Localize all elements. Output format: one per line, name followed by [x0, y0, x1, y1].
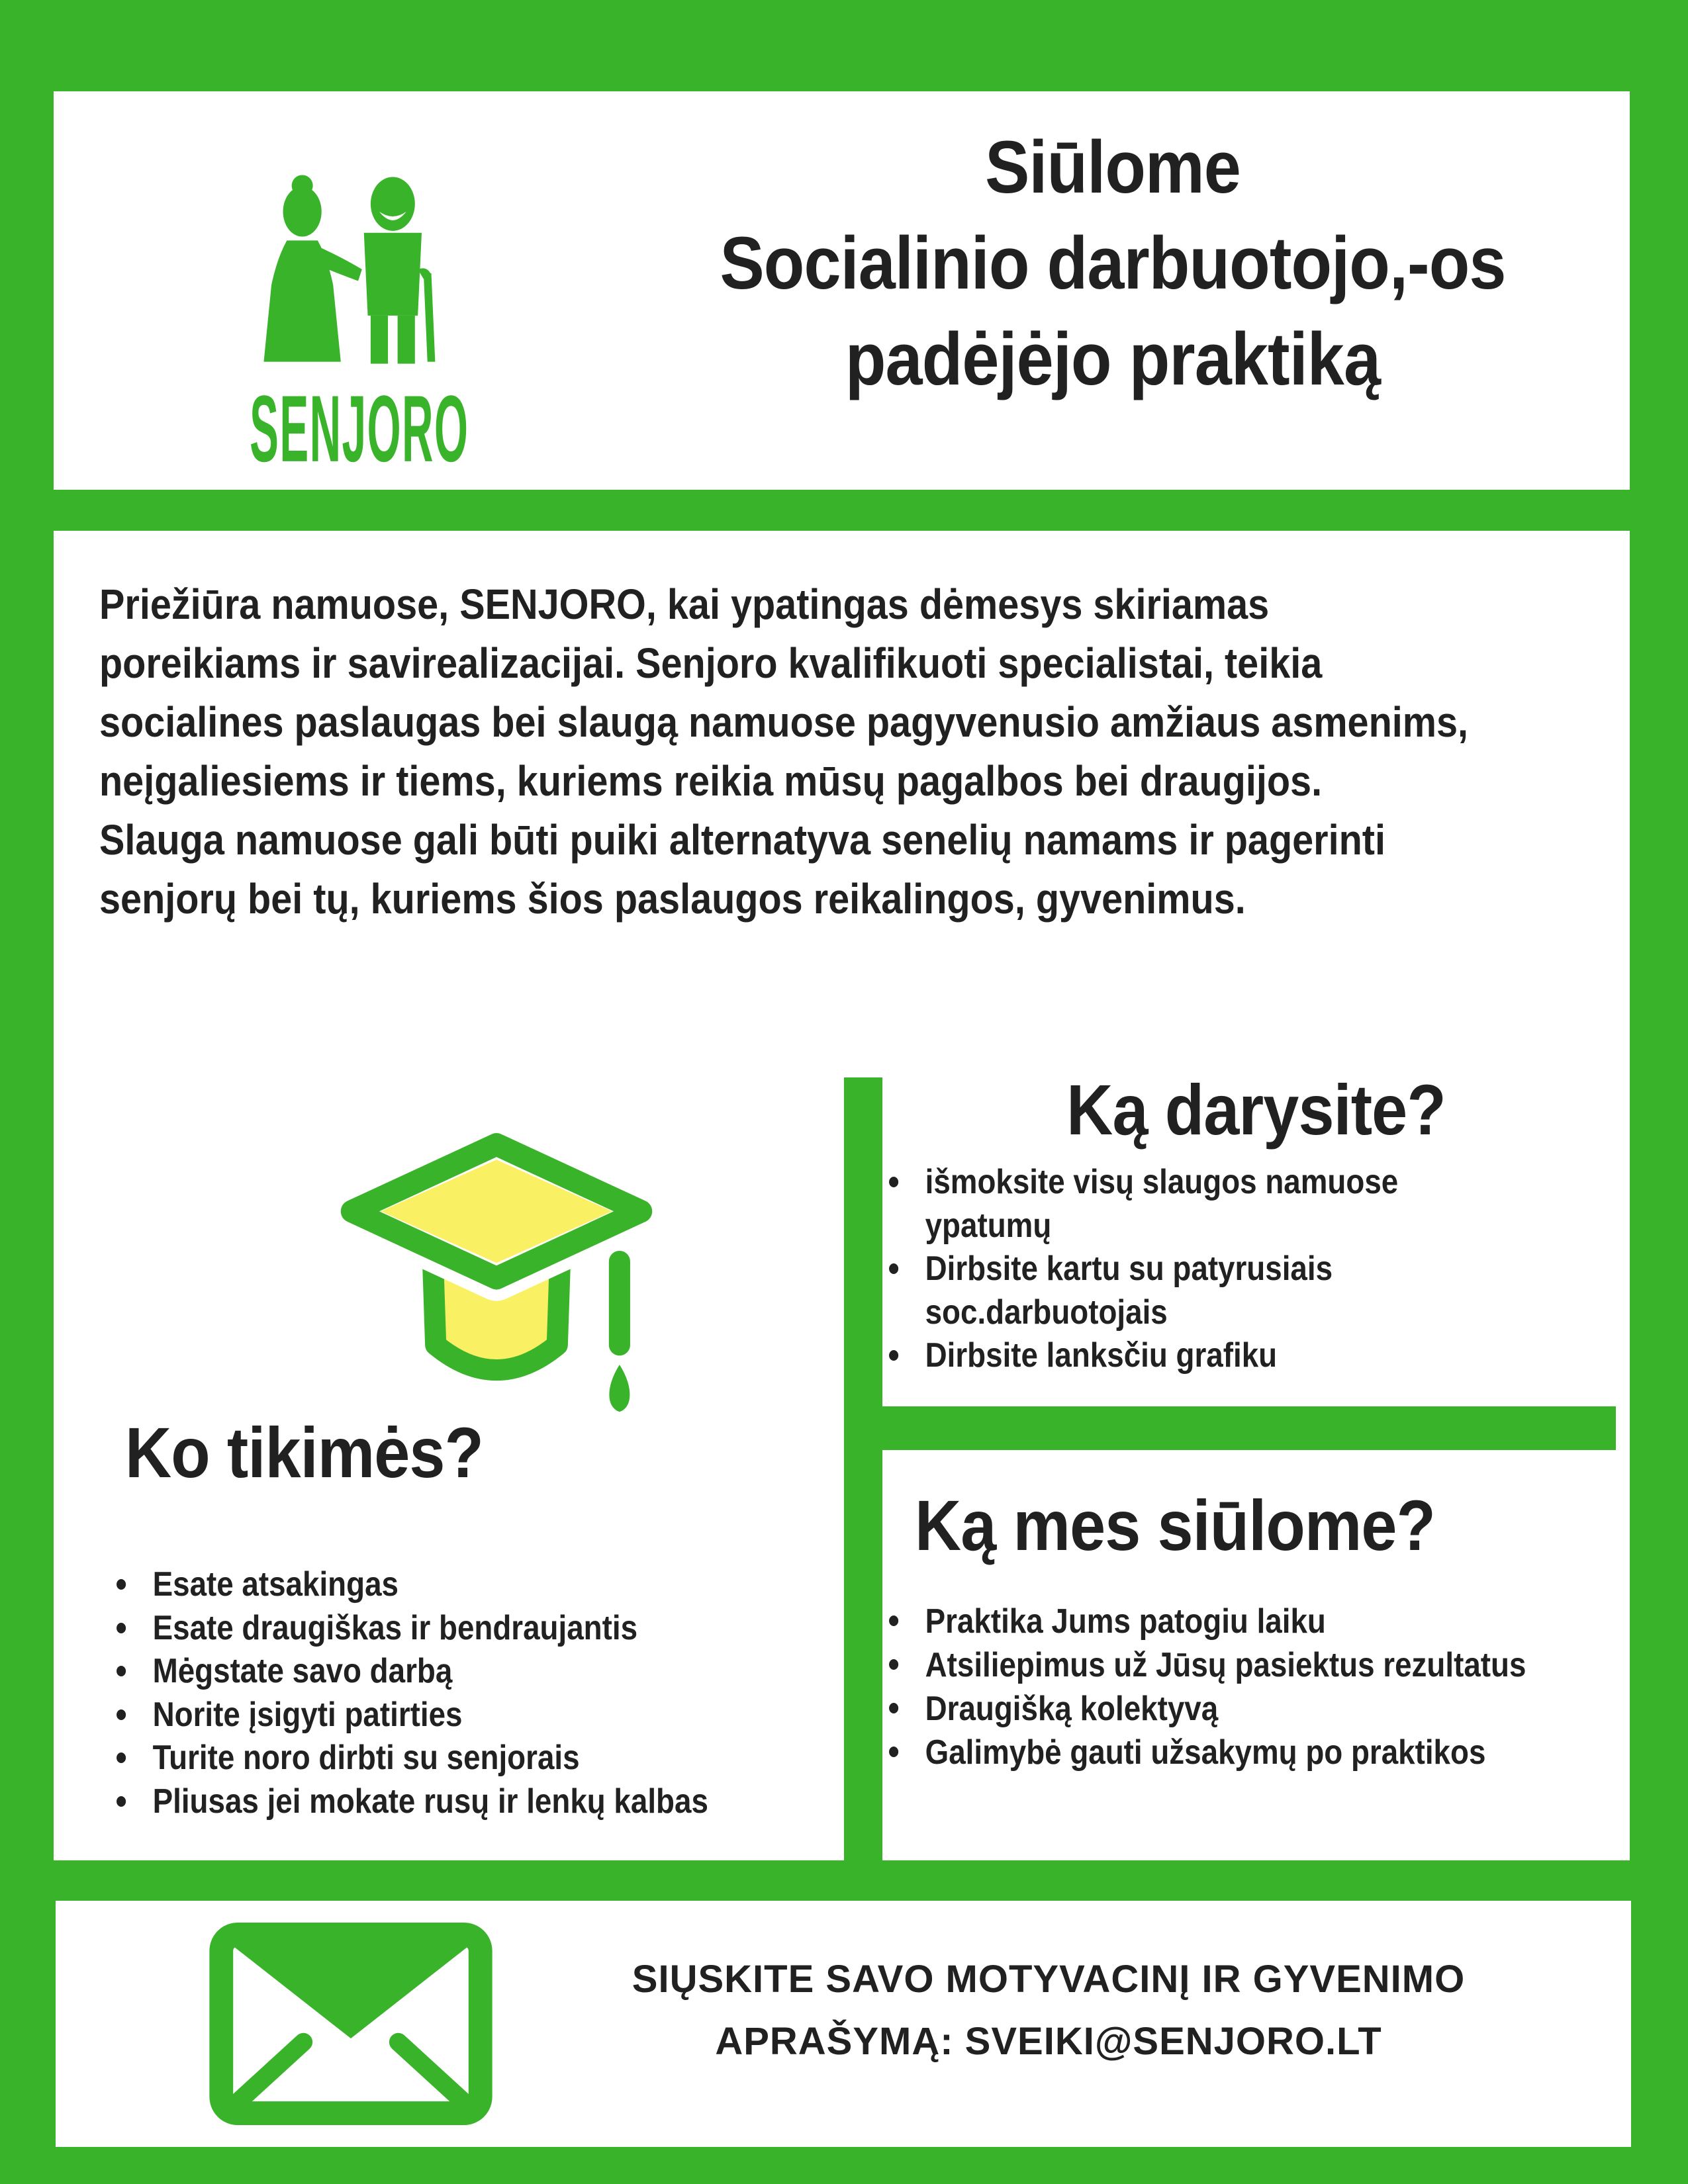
offer-list	[884, 1600, 1526, 1774]
list-item: Esate atsakingas	[112, 1563, 708, 1607]
brand-wordmark: SENJORO	[250, 375, 469, 482]
list-item: Pliusas jei mokate rusų ir lenkų kalbas	[112, 1780, 708, 1824]
list-item: Galimybė gauti užsakymų po praktikos	[884, 1731, 1526, 1774]
text-line: SIŲSKITE SAVO MOTYVACINĮ IR GYVENIMO	[632, 1958, 1466, 2001]
elderly-couple-icon	[252, 169, 464, 369]
list-item: Turite noro dirbti su senjorais	[112, 1737, 708, 1780]
intro-paragraph	[99, 575, 1468, 929]
contact-text	[492, 1948, 1605, 2073]
list-item: Esate draugiškas ir bendraujantis	[112, 1607, 708, 1651]
expectations-list	[112, 1563, 708, 1823]
text-line: socialines paslaugas bei slaugą namuose pagyvenusio amžiaus asmenims,	[99, 698, 1469, 746]
contact-panel	[56, 1901, 1631, 2147]
header-panel	[54, 91, 1630, 490]
list-item: išmoksite visų slaugos namuose ypatumų	[884, 1161, 1461, 1248]
text-line: Socialinio darbuotojo,-os	[720, 222, 1506, 304]
list-item: Norite įsigyti patirties	[112, 1694, 708, 1737]
text-line: senjorų bei tų, kuriems šios paslaugos reikalingos, gyvenimus.	[99, 875, 1246, 923]
text-line: Priežiūra namuose, SENJORO, kai ypatingas dėmesys skiriamas	[99, 580, 1270, 628]
list-item: Atsiliepimus už Jūsų pasiektus rezultatus	[884, 1643, 1526, 1687]
duties-heading: Ką darysite?	[1066, 1069, 1446, 1150]
text-line: Slauga namuose gali būti puiki alternatyva senelių namams ir pagerinti	[99, 816, 1385, 864]
content-panel	[54, 531, 1630, 1860]
list-item: Dirbsite kartu su patyrusiais soc.darbuotojais	[884, 1248, 1461, 1334]
text-line: neįgaliesiems ir tiems, kuriems reikia mūsų pagalbos bei draugijos.	[99, 757, 1323, 805]
list-item: Draugišką kolektyvą	[884, 1687, 1526, 1731]
list-item: Praktika Jums patogiu laiku	[884, 1600, 1526, 1643]
envelope-icon	[209, 1921, 493, 2127]
expectations-heading: Ko tikimės?	[125, 1412, 484, 1492]
list-item: Mėgstate savo darbą	[112, 1650, 708, 1694]
text-line: padėjėjo praktiką	[845, 318, 1381, 400]
vertical-divider	[844, 1077, 882, 1860]
text-line: Siūlome	[985, 126, 1241, 208]
horizontal-divider	[844, 1406, 1616, 1450]
graduation-cap-icon	[322, 1117, 671, 1421]
list-item: Dirbsite lanksčiu grafiku	[884, 1334, 1461, 1378]
offer-heading: Ką mes siūlome?	[915, 1485, 1435, 1565]
text-line: APRAŠYMĄ: SVEIKI@SENJORO.LT	[715, 2020, 1382, 2063]
duties-list	[884, 1161, 1461, 1378]
flyer-title	[666, 119, 1560, 407]
text-line: poreikiams ir savirealizacijai. Senjoro kvalifikuoti specialistai, teikia	[99, 639, 1323, 687]
